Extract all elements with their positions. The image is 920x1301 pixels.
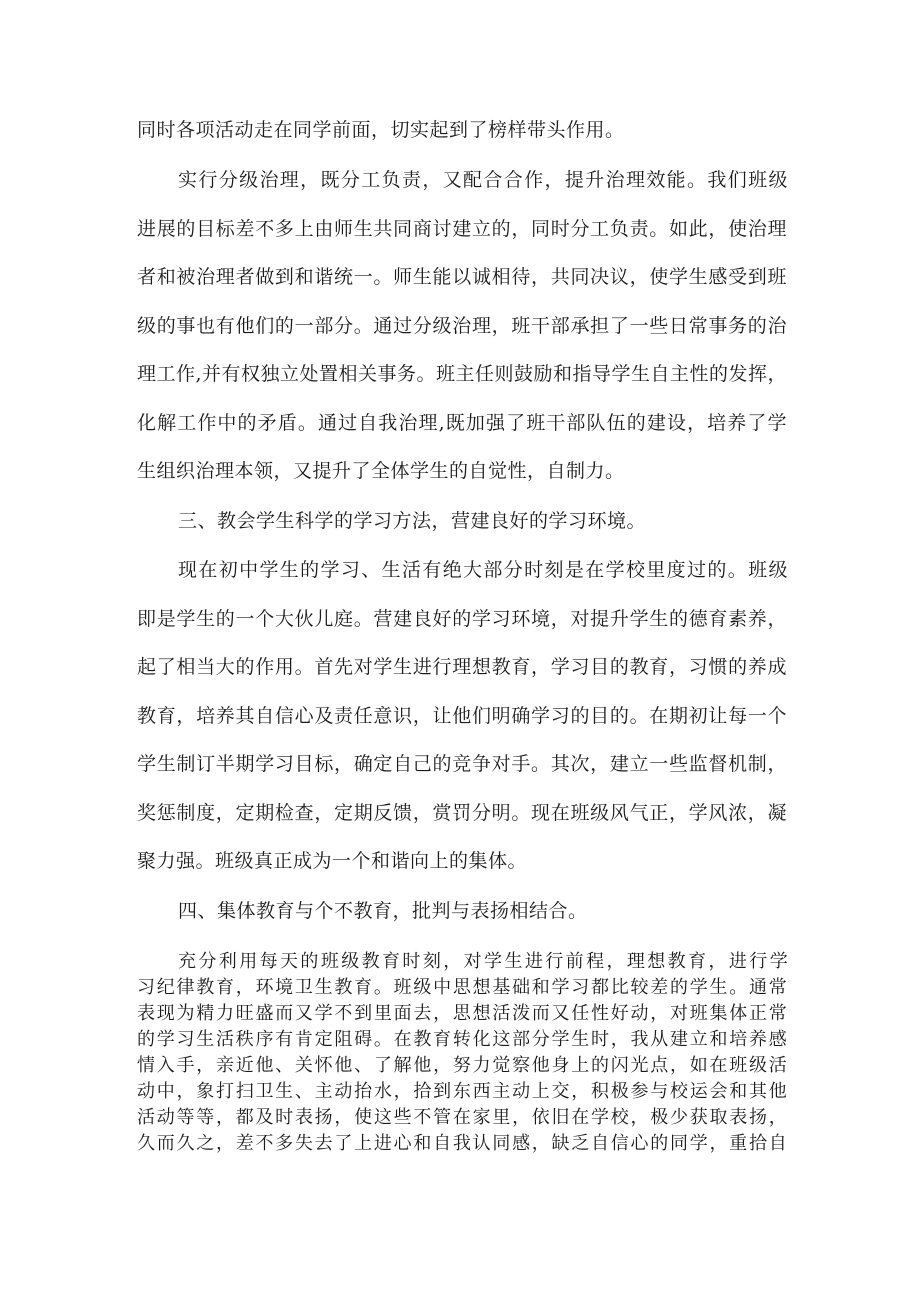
paragraph-line: 进展的目标差不多上由师生共同商讨建立的，同时分工负责。如此，使治理 — [137, 218, 787, 240]
paragraph-line: 聚力强。班级真正成为一个和谐向上的集体。 — [137, 850, 528, 872]
paragraph-line: 化解工作中的矛盾。通过自我治理,既加强了班干部队伍的建设，培养了学 — [137, 412, 787, 434]
paragraph-line: 同时各项活动走在同学前面，切实起到了榜样带头作用。 — [137, 119, 625, 141]
paragraph-line: 动中，象打扫卫生、主动抬水，拾到东西主动上交，积极参与校运会和其他 — [137, 1081, 787, 1102]
paragraph-line: 奖惩制度，定期检查，定期反馈，赏罚分明。现在班级风气正，学风浓，凝 — [137, 802, 787, 824]
paragraph-line: 表现为精力旺盛而又学不到里面去，思想活泼而又任性好动，对班集体正常 — [137, 1003, 787, 1024]
paragraph-line: 即是学生的一个大伙儿庭。营建良好的学习环境，对提升学生的德育素养， — [137, 608, 787, 630]
section-heading: 四、集体教育与个不教育，批判与表扬相结合。 — [178, 900, 588, 922]
paragraph-line: 学生制订半期学习目标，确定自己的竞争对手。其次，建立一些监督机制， — [137, 753, 787, 775]
paragraph-line: 实行分级治理，既分工负责，又配合合作，提升治理效能。我们班级 — [178, 169, 788, 191]
paragraph-line: 的学习生活秩序有肯定阻碍。在教育转化这部分学生时，我从建立和培养感 — [137, 1029, 787, 1050]
paragraph-line: 久而久之，差不多失去了上进心和自我认同感，缺乏自信心的同学，重拾自 — [137, 1133, 787, 1154]
section-heading: 三、教会学生科学的学习方法，营建良好的学习环境。 — [178, 510, 647, 532]
paragraph-line: 理工作,并有权独立处置相关事务。班主任则鼓励和指导学生自主性的发挥， — [137, 363, 788, 385]
paragraph-line: 级的事也有他们的一部分。通过分级治理，班干部承担了一些日常事务的治 — [137, 315, 787, 337]
paragraph-line: 现在初中学生的学习、生活有绝大部分时刻是在学校里度过的。班级 — [178, 559, 788, 581]
paragraph-line: 起了相当大的作用。首先对学生进行理想教育，学习目的教育，习惯的养成 — [137, 656, 787, 678]
paragraph-line: 活动等等，都及时表扬，使这些不管在家里，依旧在学校，极少获取表扬， — [137, 1107, 787, 1128]
paragraph-line: 者和被治理者做到和谐统一。师生能以诚相待，共同决议，使学生感受到班 — [137, 266, 787, 288]
paragraph-line: 充分利用每天的班级教育时刻，对学生进行前程，理想教育，进行学 — [178, 951, 788, 972]
paragraph-line: 情入手，亲近他、关怀他、了解他，努力觉察他身上的闪光点，如在班级活 — [137, 1055, 787, 1076]
paragraph-line: 习纪律教育，环境卫生教育。班级中思想基础和学习都比较差的学生。通常 — [137, 977, 787, 998]
paragraph-line: 生组织治理本领，又提升了全体学生的自觉性，自制力。 — [137, 460, 625, 482]
paragraph-line: 教育，培养其自信心及责任意识，让他们明确学习的目的。在期初让每一个 — [137, 705, 787, 727]
